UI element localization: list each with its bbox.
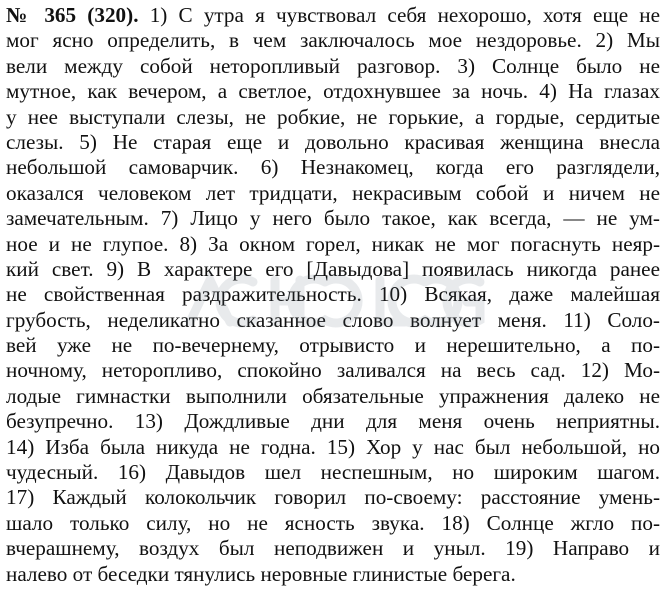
text-line-15: ночному, неторопливо, спокойно заливался на весь сад. 12) Мо- [6,358,660,383]
text-line-14: вей уже не по-вечернему, отрывисто и нерешительно, а по- [6,333,660,358]
text-line-2: мог ясно определить, в чем заключалось мое нездоровье. 2) Мы [6,28,660,53]
text-line-4: мутное, как вечером, а светлое, отдохнувшее за ночь. 4) На глазах [6,79,660,104]
text-line-10: ное и не глупое. 8) За окном горел, никак не мог погаснуть неяр- [6,231,660,256]
text-line-19: чудесный. 16) Давыдов шел неспешным, но широким шагом. [6,460,660,485]
text-line-5: у нее выступали слезы, не робкие, не горькие, а гордые, сердитые [6,104,660,129]
text-line-18: 14) Изба была никуда не годна. 15) Хор у нас был небольшой, но [6,434,660,459]
exercise-number: № 365 (320). [6,3,139,27]
text-line-17: безупречно. 13) Дождливые дни для меня очень неприятны. [6,409,660,434]
text-line-21: шало только силу, но не ясность звука. 18) Солнце жгло по- [6,510,660,535]
text-line-23: налево от беседки тянулись неровные глинистые берега. [6,561,516,586]
text-line-8: оказался человеком лет тридцати, некрасивым собой и ничем не [6,180,660,205]
text-line-16: лодые гимнастки выполнили обязательные упражнения далеко не [6,383,660,408]
exercise-text [6,3,660,587]
text-line-9: замечательным. 7) Лицо у него было такое, как всегда, — не ум- [6,206,660,231]
text-line-6: слезы. 5) Не старая еще и довольно красивая женщина внесла [6,129,660,154]
text-line-1 [6,3,660,28]
text-line-3: вели между собой неторопливый разговор. 3) Солнце было не [6,53,660,78]
text-line-12: не свойственная раздражительность. 10) Всякая, даже малейшая [6,282,660,307]
text-line-22: вчерашнему, воздух был неподвижен и уныл. 19) Направо и [6,536,660,561]
text-line-20: 17) Каждый колокольчик говорил по-своему: расстояние умень- [6,485,660,510]
text-line-7: небольшой самоварчик. 6) Незнакомец, когда его разглядели, [6,155,660,180]
text-line-13: грубость, неделикатно сказанное слово волнует меня. 11) Соло- [6,307,660,332]
text-line-1-content: 1) С утра я чувствовал себя нехорошо, хотя еще не [149,3,661,27]
text-line-11: кий свет. 9) В характере его [Давыдова] появилась никогда ранее [6,256,660,281]
